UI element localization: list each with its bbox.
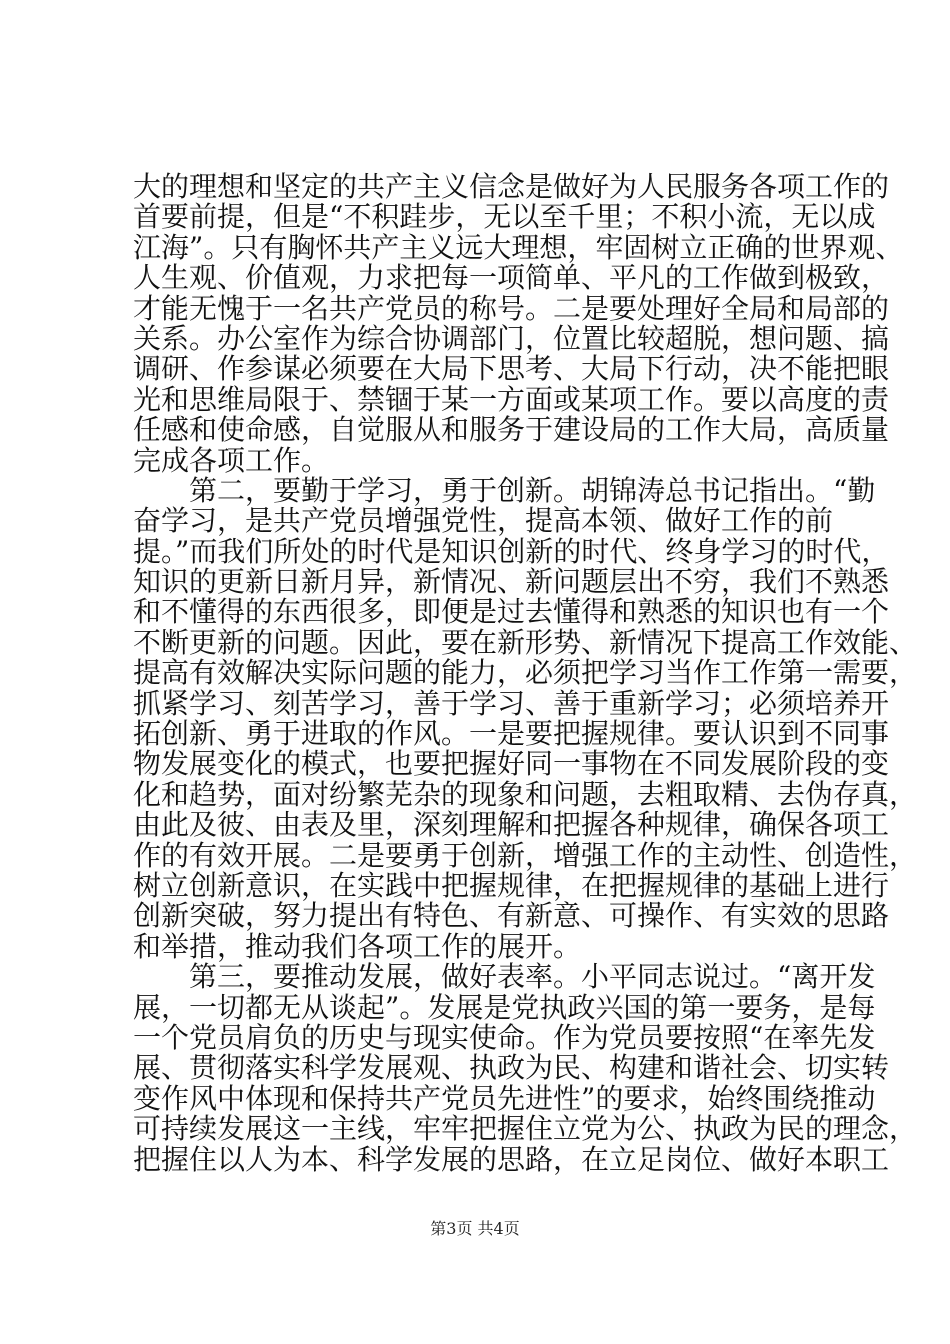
paragraph-start-line: 第三，要推动发展，做好表率。小平同志说过。“离开发 [189,960,876,994]
text-line: 提高有效解决实际问题的能力，必须把学习当作工作第一需要， [133,656,918,690]
text-line: 调研、作参谋必须要在大局下思考、大局下行动，决不能把眼 [133,352,890,386]
body-text [133,170,918,1176]
text-line: 可持续发展这一主线，牢牢把握住立党为公、执政为民的理念， [133,1112,918,1146]
text-line: 由此及彼、由表及里，深刻理解和把握各种规律，确保各项工 [133,808,890,842]
text-line: 物发展变化的模式，也要把握好同一事物在不同发展阶段的变 [133,747,890,781]
text-line: 和不懂得的东西很多，即便是过去懂得和熟悉的知识也有一个 [133,595,890,629]
text-line: 任感和使命感，自觉服从和服务于建设局的工作大局，高质量 [133,413,890,447]
text-line: 创新突破，努力提出有特色、有新意、可操作、有实效的思路 [133,899,890,933]
text-line: 完成各项工作。 [133,443,330,477]
text-line: 变作风中体现和保持共产党员先进性”的要求，始终围绕推动 [133,1081,876,1115]
text-line: 奋学习，是共产党员增强党性，提高本领、做好工作的前 [133,504,834,538]
text-line: 作的有效开展。二是要勇于创新，增强工作的主动性、创造性， [133,838,918,872]
text-line: 不断更新的问题。因此，要在新形势、新情况下提高工作效能、 [133,625,918,659]
text-line: 光和思维局限于、禁锢于某一方面或某项工作。要以高度的责 [133,382,890,416]
page-number-footer: 第3页 共4页 [430,1219,520,1238]
text-line: 树立创新意识，在实践中把握规律，在把握规律的基础上进行 [133,868,890,902]
text-line: 和举措，推动我们各项工作的展开。 [133,929,582,963]
text-line: 一个党员肩负的历史与现实使命。作为党员要按照“在率先发 [133,1020,876,1054]
paragraph-start-line: 第二，要勤于学习，勇于创新。胡锦涛总书记指出。“勤 [189,473,876,507]
text-line: 展，一切都无从谈起”。发展是党执政兴国的第一要务，是每 [133,990,876,1024]
text-line: 把握住以人为本、科学发展的思路，在立足岗位、做好本职工 [133,1142,890,1176]
text-line: 大的理想和坚定的共产主义信念是做好为人民服务各项工作的 [133,170,890,203]
text-line: 首要前提，但是“不积跬步，无以至千里；不积小流，无以成 [133,200,876,234]
text-line: 化和趋势，面对纷繁芜杂的现象和问题，去粗取精、去伪存真， [133,777,918,811]
text-line: 展、贯彻落实科学发展观、执政为民、构建和谐社会、切实转 [133,1051,890,1085]
text-line: 提。”而我们所处的时代是知识创新的时代、终身学习的时代， [133,534,890,568]
text-line: 拓创新、勇于进取的作风。一是要把握规律。要认识到不同事 [133,717,890,751]
text-line: 才能无愧于一名共产党员的称号。二是要处理好全局和局部的 [133,291,890,325]
text-line: 关系。办公室作为综合协调部门，位置比较超脱，想问题、搞 [133,321,890,355]
text-line: 人生观、价值观，力求把每一项简单、平凡的工作做到极致， [133,261,890,295]
text-line: 抓紧学习、刻苦学习，善于学习、善于重新学习；必须培养开 [133,686,890,720]
text-line: 知识的更新日新月异，新情况、新问题层出不穷，我们不熟悉 [133,565,890,599]
text-line: 江海”。只有胸怀共产主义远大理想，牢固树立正确的世界观、 [133,230,904,264]
